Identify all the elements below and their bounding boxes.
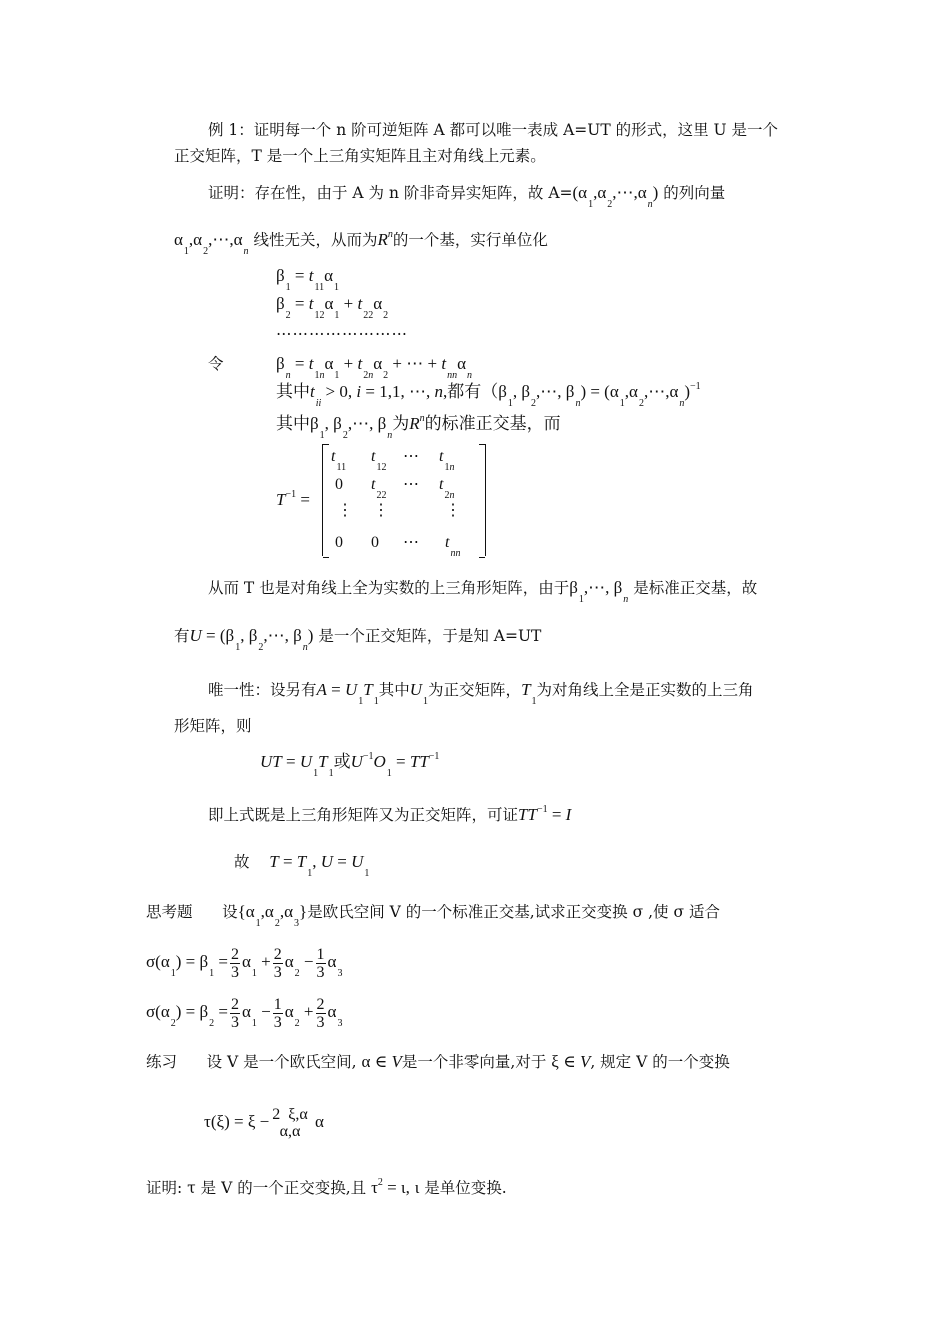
uniqueness-mid-text: 其中: [378, 681, 410, 699]
all-have-text: 都有（: [447, 382, 499, 402]
existence-text: 证明：存在性，由于 A 为 n 阶非奇异实矩阵，故 A=: [208, 184, 573, 202]
ut-equation: UT = $U_1T_1$或$U^{-1}O_1 = TT^{-1}$: [260, 751, 440, 779]
or-text: 或: [333, 752, 351, 771]
t-inverse-label: $T^{-1}$ =: [276, 489, 310, 509]
uniqueness-text: 唯一性：设另有: [208, 681, 317, 699]
uniqueness-line-2: 形矩阵，则: [174, 717, 252, 735]
independence-line: $\alpha_1,\alpha_2,\cdots,\alpha_n$ 线性无关，从而为$R^n$的一个基，实行单位化: [174, 229, 548, 257]
let-label: 令: [208, 355, 224, 373]
exercise-line: 练习 设 V 是一个欧氏空间, α ∈ V是一个非零向量,对于 ξ ∈ V, 规定 V 的一个变换: [146, 1052, 730, 1071]
uniqueness-line: 唯一性：设另有$A = U_1T_1$其中$U_1$为正交矩阵，$T_1$为对角线上全是正实数的上三角: [208, 680, 754, 707]
hence-line: 故 $T = T_1$, $U = U_1$: [234, 852, 370, 879]
example-line-1: 例 1：证明每一个 n 阶可逆矩阵 A 都可以唯一表成 A=UT 的形式，这里 U 是一个: [208, 121, 779, 139]
thinking-text-1: 设: [222, 903, 238, 921]
example-line-2: 正交矩阵，T 是一个上三角实矩阵且主对角线上元素。: [174, 147, 546, 165]
sigma-alpha2-equation: $\sigma(\alpha_2) = \beta_2$ = $\frac{2}{3}$ $\alpha_1$ − $\frac{1}{3}$ $\alpha_2$ + $\frac{2}{3}$ $\alpha_3$: [146, 995, 343, 1031]
thinking-line: 思考题 设$\{\alpha_1,\alpha_2,\alpha_3\}$是欧氏空间 V 的一个标准正交基,试求正交变换 σ ,使 σ 适合: [146, 902, 720, 929]
std-basis-text-2: 的标准正交基，而: [424, 414, 561, 434]
where-line-1: 其中$t_{ii} > 0$, i = 1,1, ⋯, n,都有（$\beta_1$, $\beta_2,\cdots$, $\beta_n$) = $(\alpha_1,\alpha_2,\cdots,\alpha_n)^{-1}$: [276, 381, 701, 409]
thinking-label: 思考题: [146, 903, 193, 921]
where-text-1: 其中: [276, 382, 310, 402]
basis-text: 的一个基，实行单位化: [392, 231, 548, 249]
conclude-line: 即上式既是上三角形矩阵又为正交矩阵，可证$TT^{-1} = I$: [208, 804, 572, 824]
where-text-2: 其中: [276, 414, 310, 434]
std-basis-text: 为: [392, 414, 410, 434]
column-vectors-text: 的列向量: [663, 184, 726, 202]
uniqueness-tri-text: 为对角线上全是正实数的上三角: [536, 681, 754, 699]
sigma-alpha1-equation: $\sigma(\alpha_1) = \beta_1$ = $\frac{2}{3}$ $\alpha_1$ + $\frac{2}{3}$ $\alpha_2$ − $\frac{1}{3}$ $\alpha_3$: [146, 945, 343, 981]
orthogonal-text: 是一个正交矩阵，于是知 A=UT: [318, 627, 542, 645]
existence-line: 证明：存在性，由于 A 为 n 阶非奇异实矩阵，故 $A=(\alpha_1,\alpha_2,\cdots,\alpha_n)$ 的列向量: [208, 183, 726, 210]
betan-equation: $\beta_n = t_{1n}\alpha_1 + t_{2n}\alpha_2$ + ⋯ + $t_{nn}\alpha_n$: [276, 354, 472, 381]
have-U-text: 有: [174, 627, 190, 645]
uniqueness-orth-text: 为正交矩阵，: [428, 681, 522, 699]
exercise-proof-line: 证明: τ 是 V 的一个正交变换,且 $\tau^2 = \iota$, ι 是单位变换.: [146, 1177, 507, 1197]
have-U-line: 有$U = (\beta_1$, $\beta_2,\cdots$, $\beta_n$) 是一个正交矩阵，于是知 A=UT: [174, 626, 542, 653]
independence-text: 线性无关，从而为: [253, 231, 378, 249]
beta1-equation: $\beta_1 = t_{11}\alpha_1$: [276, 266, 340, 293]
exercise-text-2: 是一个非零向量,对于: [401, 1053, 547, 1071]
dots-line: ……………………: [276, 321, 408, 339]
exercise-text-3: , 规定 V 的一个变换: [590, 1053, 730, 1071]
exercise-proof-text: 证明: τ 是 V 的一个正交变换,且: [146, 1179, 367, 1197]
hence-text: 故: [234, 853, 250, 871]
therefore-T-text-2: 是标准正交基，故: [633, 579, 758, 597]
therefore-T-line: 从而 T 也是对角线上全为实数的上三角形矩阵，由于$\beta_1,\cdots$, $\beta_n$ 是标准正交基，故: [208, 578, 758, 605]
t-matrix: $t_{11}$ $t_{12}$ ⋯ $t_{1n}$ 0 $t_{22}$ ⋯ $t_{2n}$ ⋮ ⋮ ⋮ 0 0 ⋯ $t_{nn}$: [322, 444, 486, 556]
beta2-equation: $\beta_2 = t_{12}\alpha_1 + t_{22}\alpha_2$: [276, 294, 389, 321]
therefore-T-text: 从而 T 也是对角线上全为实数的上三角形矩阵，由于: [208, 579, 570, 597]
exercise-label: 练习: [146, 1053, 178, 1071]
thinking-text-2: 是欧氏空间 V 的一个标准正交基,试求正交变换 σ ,使 σ 适合: [307, 903, 720, 921]
exercise-text-1: 设 V 是一个欧氏空间,: [206, 1053, 357, 1071]
unit-text: 是单位变换.: [424, 1179, 507, 1197]
tau-definition: τ(ξ) = ξ − 2 ξ,α α,α α: [204, 1106, 324, 1141]
where-line-2: 其中$\beta_1$, $\beta_2,\cdots$, $\beta_n$为$R^n$的标准正交基，而: [276, 413, 561, 441]
conclude-text: 即上式既是上三角形矩阵又为正交矩阵，可证: [208, 806, 519, 824]
